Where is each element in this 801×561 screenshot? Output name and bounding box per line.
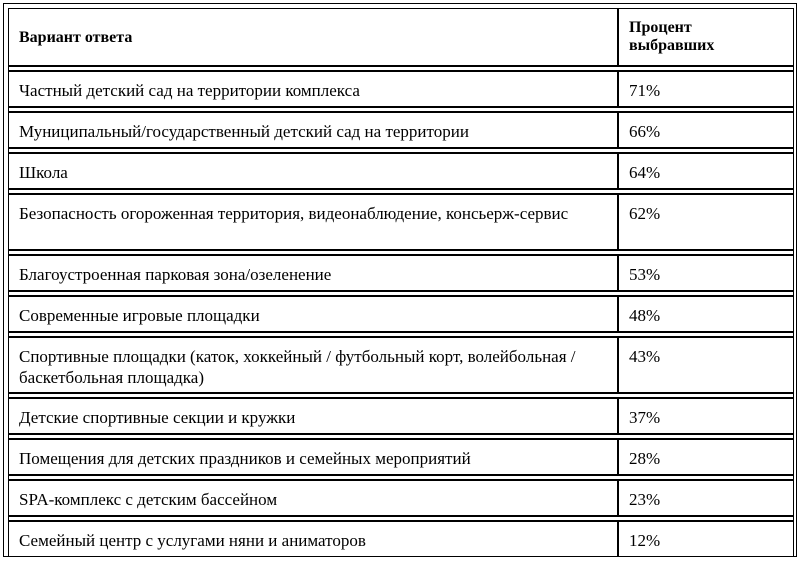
option-cell	[8, 337, 618, 393]
percent-text: 53%	[629, 265, 661, 284]
percent-text: 71%	[629, 81, 661, 100]
percent-cell	[618, 255, 794, 291]
header-percent-line2: выбравших	[629, 37, 715, 54]
option-text: Помещения для детских праздников и семейных мероприятий	[19, 449, 471, 468]
percent-cell	[618, 71, 794, 107]
option-cell	[8, 153, 618, 189]
table-header-row	[8, 8, 794, 66]
percent-text: 64%	[629, 163, 661, 182]
percent-text: 66%	[629, 122, 661, 141]
table-body	[8, 66, 794, 557]
option-text: Спортивные площадки (каток, хоккейный / футбольный корт, волейбольная / баскетбольная площадка)	[19, 347, 576, 387]
percent-cell	[618, 296, 794, 332]
header-percent	[618, 8, 794, 66]
option-cell	[8, 398, 618, 434]
option-cell	[8, 194, 618, 250]
option-cell	[8, 439, 618, 475]
table-row	[8, 439, 794, 475]
option-text: Школа	[19, 163, 68, 182]
survey-table	[8, 8, 794, 557]
percent-text: 43%	[629, 347, 661, 366]
percent-cell	[618, 480, 794, 516]
percent-cell	[618, 153, 794, 189]
option-text: Безопасность огороженная территория, видеонаблюдение, консьерж-сервис	[19, 204, 569, 223]
percent-cell	[618, 112, 794, 148]
option-text: Частный детский сад на территории комплекса	[19, 81, 360, 100]
option-text: SPA-комплекс с детским бассейном	[19, 490, 278, 509]
option-text: Современные игровые площадки	[19, 306, 260, 325]
table-row	[8, 153, 794, 189]
survey-table-frame	[3, 3, 797, 557]
percent-cell	[618, 337, 794, 393]
table-row	[8, 521, 794, 557]
percent-cell	[618, 194, 794, 250]
percent-cell	[618, 521, 794, 557]
header-option-label: Вариант ответа	[19, 29, 133, 46]
table-row	[8, 194, 794, 250]
header-percent-line1: Процент	[629, 19, 692, 36]
option-text: Семейный центр с услугами няни и аниматоров	[19, 531, 366, 550]
table-row	[8, 71, 794, 107]
option-cell	[8, 255, 618, 291]
option-text: Детские спортивные секции и кружки	[19, 408, 296, 427]
option-cell	[8, 480, 618, 516]
percent-text: 37%	[629, 408, 661, 427]
percent-cell	[618, 398, 794, 434]
table-row	[8, 296, 794, 332]
option-cell	[8, 521, 618, 557]
option-text: Муниципальный/государственный детский сад на территории	[19, 122, 469, 141]
percent-text: 62%	[629, 204, 661, 223]
percent-cell	[618, 439, 794, 475]
option-cell	[8, 112, 618, 148]
percent-text: 48%	[629, 306, 661, 325]
header-percent-label	[619, 9, 793, 55]
option-cell	[8, 71, 618, 107]
option-text: Благоустроенная парковая зона/озеленение	[19, 265, 332, 284]
table-row	[8, 255, 794, 291]
option-cell	[8, 296, 618, 332]
percent-text: 28%	[629, 449, 661, 468]
table-row	[8, 480, 794, 516]
table-row	[8, 398, 794, 434]
table-row	[8, 112, 794, 148]
header-option	[8, 8, 618, 66]
percent-text: 12%	[629, 531, 661, 550]
table-row	[8, 337, 794, 393]
percent-text: 23%	[629, 490, 661, 509]
